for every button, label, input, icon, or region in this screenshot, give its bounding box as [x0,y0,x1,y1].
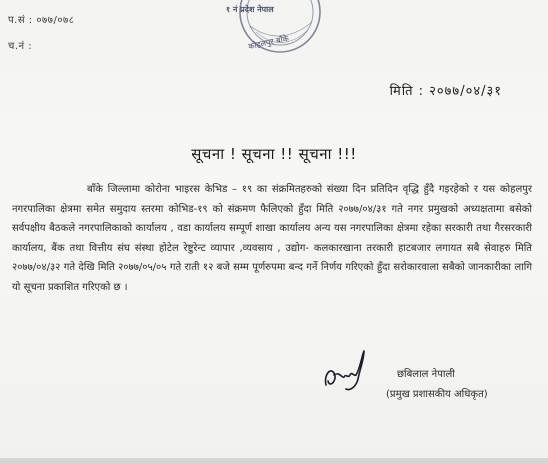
dispatch-number: च.नं : [8,41,33,52]
seal-top-text: १ नं प्रदेश नेपाल [226,5,274,14]
notice-title: सूचना ! सूचना !! सूचना !!! [191,145,357,163]
signatory-name: छबिलाल नेपाली [397,369,455,380]
notice-body: बाँके जिल्लामा कोरोना भाइरस केभिड – १९ का संक्रमितहरुको संख्या दिन प्रतिदिन वृद्धि हुँदै गइरहेको र यस कोहलपुर नगरपालिका क्षेत्रमा समेत समुदाय स्तरमा कोभिड-१९ को संक्रमण फैलिएको हुँदा मिति २०७७/०४/३१ गते नगर प्रमुखको अध्यक्षतामा बसेको सर्वपक्षीय बैठकले नगरपालिकाको कार्यालय , वडा कार्यालय सम्पूर्ण शाखा कार्यालय अन्य यस नगरपालिका क्षेत्रमा रहेका सरकारी तथा गैरसरकारी कार्यालय, बैंक तथा वित्तीय संघ संस्था होटेल रेष्टुरेन्ट व्यापार ,व्यवसाय , उद्योग- कलकारखाना तरकारी हाटबजार लगायत सबै सेवाहरु मिति २०७७/०४/३२ गते देखि मिति २०७७/०५/०५ गते राती १२ बजे सम्म पूर्णरुपमा बन्द गर्ने निर्णय गरिएको हुँदा सरोकारवाला सबैको जानकारीका लागि यो सूचना प्रकाशित गरिएको छ । [12,184,532,293]
reference-number: प.सं : ०७७/०७८ [8,15,75,26]
page-bottom-edge [0,458,548,464]
seal-name-text: कोहलपुर बाँके [247,33,290,52]
signature-icon [320,345,372,397]
signatory-title: (प्रमुख प्रशासकीय अधिकृत) [386,389,488,400]
notice-date: मिति : २०७७/०४/३१ [389,84,502,99]
